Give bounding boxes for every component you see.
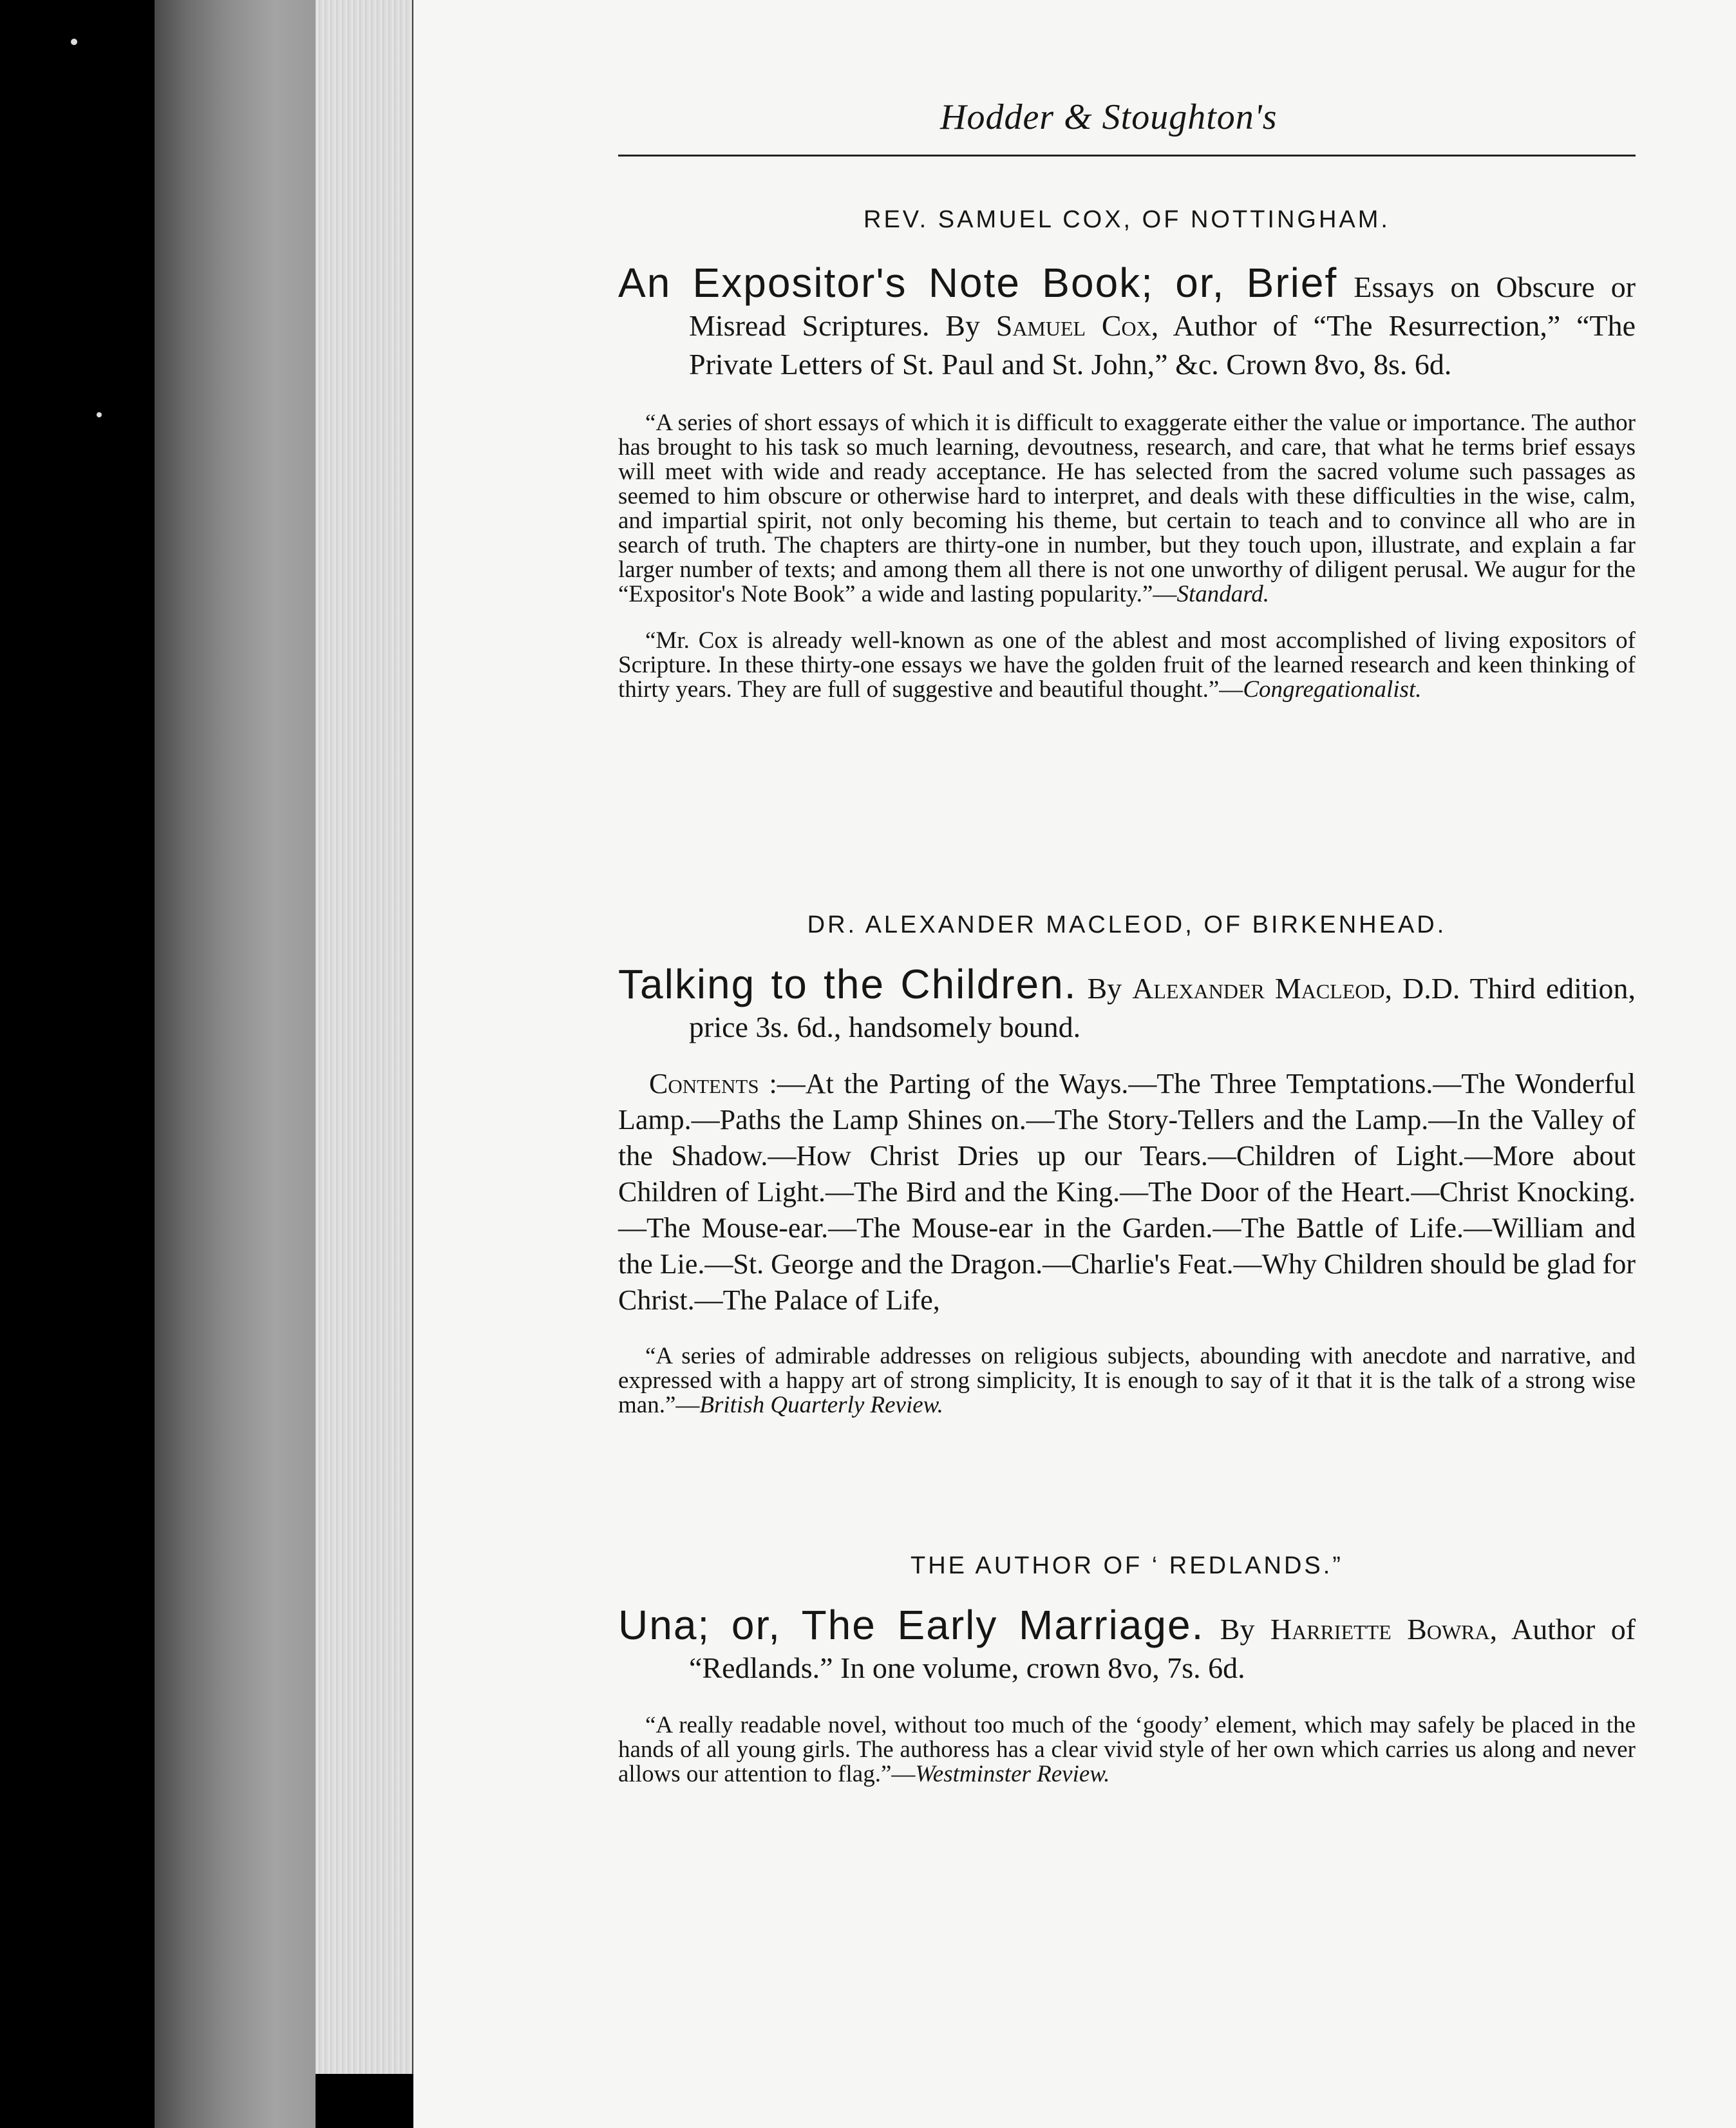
book-title: An Expositor's Note Book; or, Brief <box>618 260 1338 306</box>
review-text: “A series of short essays of which it is difficult to exaggerate either the value or importance. The author has brought to his task so much learning, devoutness, research, and care, that what he terms brief essays will meet with wide and ready acceptance. He has selected from the sacred volume such passages as seemed to him obscure or otherwise hard to interpret, and deals with these difficulties in the wise, calm, and impartial spirit, not only becoming his theme, but certain to teach and to convince all who are in search of truth. The chapters are thirty-one in number, but they touch upon, illustrate, and explain a far larger number of texts; and among them all there is not one unworthy of diligent perusal. We augur for the “Expositor's Note Book” a wide and lasting popularity.”— <box>618 410 1636 607</box>
review-text: “A series of admirable addresses on religious subjects, abounding with anecdote and narrative, and expressed with a happy art of strong simplicity, It is enough to say of it that it is the talk of a strong wise man.”— <box>618 1343 1636 1418</box>
book-entry <box>618 260 1636 384</box>
book-entry-macleod <box>618 911 1636 1418</box>
book-entry-cox <box>618 206 1636 702</box>
review-quote <box>618 411 1636 607</box>
entry-details: Author of “Redlands.” In one volume, crown 8vo, 7s. 6d. <box>689 1613 1636 1684</box>
review-quote <box>618 629 1636 702</box>
dust-speck <box>71 39 77 45</box>
review-quote <box>618 1344 1636 1418</box>
book-entry <box>618 961 1636 1047</box>
author-line: DR. ALEXANDER MACLEOD, OF BIRKENHEAD. <box>807 911 1447 938</box>
review-source: Standard. <box>1176 581 1269 607</box>
review-source: British Quarterly Review. <box>699 1392 943 1418</box>
entry-text: By <box>1220 1613 1255 1646</box>
author-name: Harriette Bowra, <box>1270 1613 1498 1646</box>
entry-details: Author of “The Resurrection,” “The Private Letters of St. Paul and St. John,” &c. Crown 8vo, 8s. 6d. <box>689 309 1636 381</box>
book-entry <box>618 1602 1636 1687</box>
entry-text: By <box>1087 972 1122 1005</box>
author-name: Alexander Macleod, <box>1132 972 1392 1005</box>
dust-speck <box>97 412 102 417</box>
book-entry-bowra <box>618 1552 1636 1787</box>
header-rule <box>618 155 1636 157</box>
contents-text: :—At the Parting of the Ways.—The Three Temptations.—The Wonderful Lamp.—Paths the Lamp Shines on.—The Story-Tellers and the Lamp.—In the Valley of the Shadow.—How Christ Dries up our Tears.—Children of Light.—More about Children of Light.—The Bird and the King.—The Door of the Heart.—Christ Knocking.—The Mouse-ear.—The Mouse-ear in the Garden.—The Battle of Life.—William and the Lie.—St. George and the Dragon.—Charlie's Feat.—Why Children should be glad for Christ.—The Palace of Life, <box>618 1068 1636 1316</box>
book-spine <box>155 0 316 2128</box>
book-title: Talking to the Children. <box>618 961 1077 1007</box>
book-title: Una; or, The Early Marriage. <box>618 1602 1205 1648</box>
review-text: “Mr. Cox is already well-known as one of the ablest and most accomplished of living expositors of Scripture. In these thirty-one essays we have the golden fruit of the learned research and keen thinking of thirty years. They are full of suggestive and beautiful thought.”— <box>618 627 1636 703</box>
entry-text: Essays on Obscure or Misread Scriptures. By <box>689 271 1636 342</box>
contents-list <box>618 1066 1636 1318</box>
review-source: Westminster Review. <box>915 1761 1110 1787</box>
author-name: Samuel Cox, <box>995 309 1159 342</box>
contents-label: Contents <box>649 1068 759 1099</box>
review-source: Congregationalist. <box>1243 676 1422 703</box>
author-line: REV. SAMUEL COX, OF NOTTINGHAM. <box>863 206 1390 233</box>
author-line: THE AUTHOR OF ‘ REDLANDS.” <box>910 1552 1343 1579</box>
page-edges <box>316 0 412 2074</box>
review-text: “A really readable novel, without too much of the ‘goody’ element, which may safely be placed in the hands of all young girls. The authoress has a clear vivid style of her own which carries us along and never allows our attention to flag.”— <box>618 1712 1636 1787</box>
entry-details: D.D. Third edition, price 3s. 6d., handsomely bound. <box>689 972 1636 1043</box>
review-quote <box>618 1713 1636 1787</box>
running-head: Hodder & Stoughton's <box>940 97 1278 137</box>
